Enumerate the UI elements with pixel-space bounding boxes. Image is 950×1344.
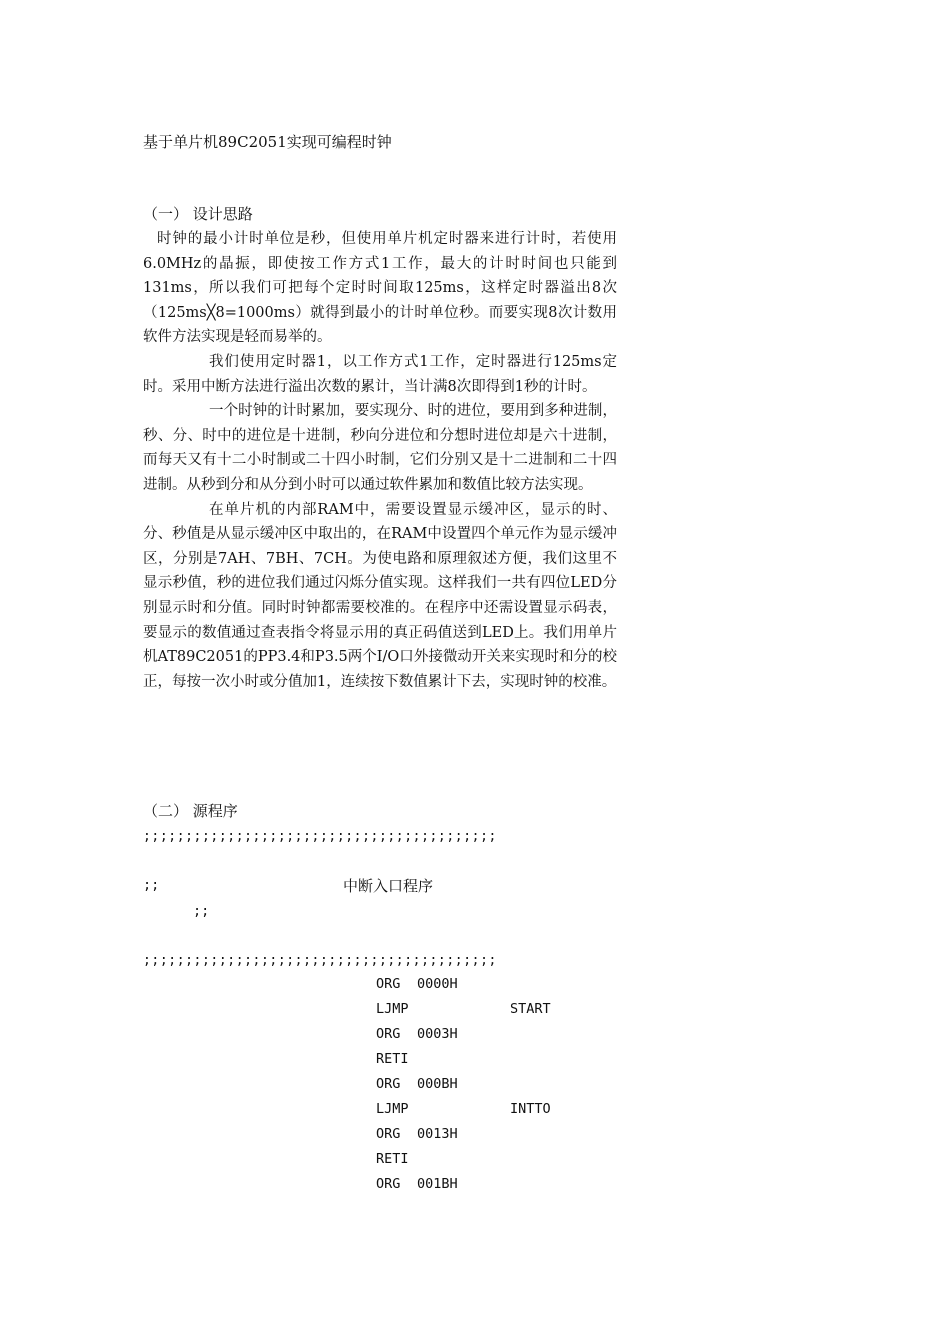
section-heading-source: （二） 源程序 <box>143 802 238 820</box>
code-op: ORG <box>376 976 401 992</box>
code-arg: 000BH <box>417 1076 458 1092</box>
code-op: ORG <box>376 1126 401 1142</box>
separator-line: ;;;;;;;;;;;;;;;;;;;;;;;;;;;;;;;;;;;;;;;;;; <box>143 953 497 968</box>
comment-end: ;; <box>193 903 210 919</box>
comment-start: ;; <box>143 877 160 893</box>
code-arg: 0000H <box>417 976 458 992</box>
design-body <box>143 227 617 694</box>
code-target: INTTO <box>510 1101 551 1117</box>
separator-line: ;;;;;;;;;;;;;;;;;;;;;;;;;;;;;;;;;;;;;;;;;; <box>143 829 497 844</box>
paragraph-1: 时钟的最小计时单位是秒，但使用单片机定时器来进行计时，若使用6.0MHz的晶振，即使按工作方式1工作，最大的计时时间也只能到131ms，所以我们可把每个定时时间取125ms，这样定时器溢出8次（125ms╳8=1000ms）就得到最小的计时单位秒。而要实现8次计数用软件方法实现是轻而易举的。 <box>143 231 617 346</box>
paragraph-4: 在单片机的内部RAM中，需要设置显示缓冲区，显示的时、分、秒值是从显示缓冲区中取出的，在RAM中设置四个单元作为显示缓冲区，分别是7AH、7BH、7CH。为使电路和原理叙述方便，我们这里不显示秒值，秒的进位我们通过闪烁分值实现。这样我们一共有四位LED分别显示时和分值。同时时钟都需要校准的。在程序中还需设置显示码表，要显示的数值通过查表指令将显示用的真正码值送到LED上。我们用单片机AT89C2051的PP3.4和P3.5两个I/O口外接微动开关来实现时和分的校正，每按一次小时或分值加1，连续按下数值累计下去，实现时钟的校准。 <box>143 501 617 690</box>
code-op: ORG <box>376 1026 401 1042</box>
code-arg: 0003H <box>417 1026 458 1042</box>
comment-title: 中断入口程序 <box>343 877 434 895</box>
paragraph-2: 我们使用定时器1，以工作方式1工作，定时器进行125ms定时。采用中断方法进行溢出次数的累计，当计满8次即得到1秒的计时。 <box>143 353 617 395</box>
code-op: ORG <box>376 1076 401 1092</box>
code-arg: 0013H <box>417 1126 458 1142</box>
document-title: 基于单片机89C2051实现可编程时钟 <box>143 133 392 151</box>
section-heading-design: （一） 设计思路 <box>143 205 253 223</box>
code-target: START <box>510 1001 551 1017</box>
code-op: ORG <box>376 1176 401 1192</box>
code-op: RETI <box>376 1151 409 1167</box>
code-op: LJMP <box>376 1101 409 1117</box>
code-arg: 001BH <box>417 1176 458 1192</box>
paragraph-3: 一个时钟的计时累加，要实现分、时的进位，要用到多种进制，秒、分、时中的进位是十进制，秒向分进位和分想时进位却是六十进制，而每天又有十二小时制或二十四小时制，它们分别又是十二进制和二十四进制。从秒到分和从分到小时可以通过软件累加和数值比较方法实现。 <box>143 403 617 493</box>
code-op: RETI <box>376 1051 409 1067</box>
code-op: LJMP <box>376 1001 409 1017</box>
